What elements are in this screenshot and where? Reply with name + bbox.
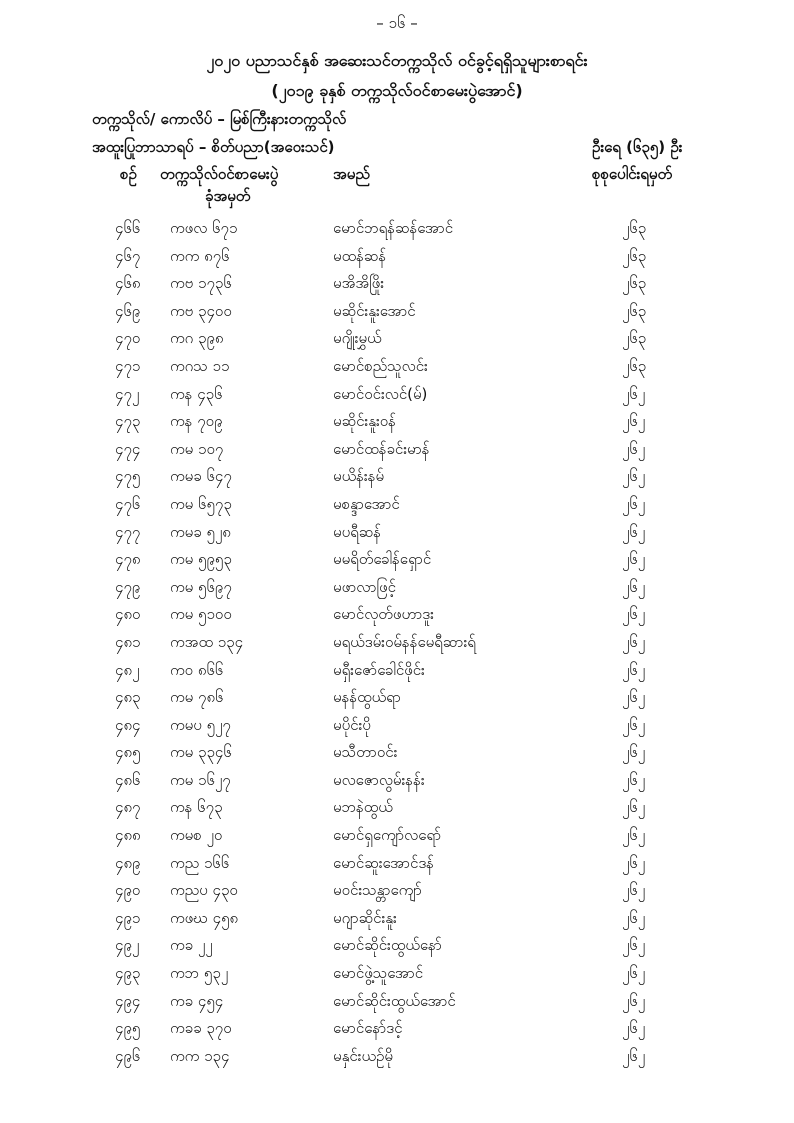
roll-number: ကဖဃ ၄၅၈: [170, 908, 239, 927]
student-name: မလဇောလွမ်းနန်း: [333, 770, 425, 789]
row-number: ၄၉၄: [115, 991, 141, 1010]
roll-number: ကမ ၁၀၇: [170, 439, 224, 458]
roll-number: ကမခ ၅၂၈: [170, 522, 231, 541]
row-number: ၄၈၉: [115, 853, 141, 872]
roll-number: ကဗ ၃၄၀၀: [170, 301, 232, 320]
roll-number: ကန ၆၇၃: [170, 798, 223, 817]
student-name: မောင်ထန်ခင်းမာန်: [333, 439, 430, 458]
total-marks: ၂၆၂: [622, 439, 646, 458]
student-name: မဘနဲထွယ်: [333, 798, 393, 817]
total-marks: ၂၆၂: [622, 660, 646, 679]
table-row: [0, 657, 794, 685]
roll-number: ကမပ ၅၂၇: [170, 715, 231, 734]
student-name: မောင်စည်သူလင်း: [333, 356, 428, 375]
total-marks: ၂၆၂: [622, 577, 646, 596]
student-name: မောင်ရှကျော်လရော်: [333, 826, 442, 845]
roll-number: ကမ ၃၃၄၆: [170, 743, 232, 762]
table-row: [0, 408, 794, 436]
row-number: ၄၇၅: [115, 467, 141, 486]
total-marks: ၂၆၂: [622, 632, 646, 651]
roll-number: ကဗ ၁၇၃၆: [170, 274, 232, 293]
table-row: [0, 1043, 794, 1071]
total-marks: ၂၆၂: [622, 936, 646, 955]
student-name: မအိအိဖြိုး: [333, 274, 385, 293]
total-marks: ၂၆၃: [622, 246, 647, 265]
table-row: [0, 905, 794, 933]
student-name: မဆိုင်းနူးဝန်: [333, 412, 396, 431]
student-list: [0, 215, 794, 1070]
total-marks: ၂၆၂: [622, 743, 646, 762]
student-name: မောင်ဆိုင်းထွယ်နော်: [333, 936, 442, 955]
major-line: အထူးပြုဘာသာရပ် – စိတ်ပညာ(အဝေးသင်): [92, 138, 335, 156]
student-name: မောင်ဘရန်ဆန်အောင်: [333, 219, 454, 237]
document-subtitle: (၂၀၁၉ ခုနှစ် တက္ကသိုလ်ဝင်စာမေးပွဲအောင်): [271, 81, 523, 100]
student-name: မရယ်ဒမ်းဝမ်နန်မေရီဆားရ်: [333, 632, 476, 651]
table-row: [0, 822, 794, 850]
document-title: ၂၀၂၀ ပညာသင်နှစ် အဆေးသင်တက္ကသိုလ် ဝင်ခွင့်ရရှိသူများစာရင်း: [206, 51, 588, 70]
total-marks: ၂၆၂: [622, 715, 646, 734]
table-row: [0, 353, 794, 381]
total-marks: ၂၆၃: [622, 329, 647, 348]
header-roll-sub: ခုံအမှတ်: [205, 187, 251, 205]
total-marks: ၂၆၂: [622, 467, 646, 486]
row-number: ၄၇၂: [115, 384, 140, 403]
roll-number: ကန ၇၀၉: [170, 412, 223, 431]
student-name: မဝင်းသန္တာကျော်: [333, 881, 422, 900]
roll-number: ကခ ၄၅၄: [170, 991, 224, 1010]
student-name: မောင်လုတ်ဖဟာဒူး: [333, 605, 434, 624]
student-name: မရှီးဇော်ခေါင်ဖိုင်း: [333, 660, 425, 679]
roll-number: ကမ ၇၈၆: [170, 688, 224, 707]
table-row: [0, 436, 794, 464]
table-row: [0, 463, 794, 491]
total-marks: ၂၆၃: [622, 219, 647, 237]
table-row: [0, 519, 794, 547]
student-name: မောင်နော်ဒင့်: [333, 1019, 403, 1038]
student-name: မဂျိုးမွှယ်: [333, 329, 382, 348]
roll-number: ကမခ ၆၄၇: [170, 467, 232, 486]
student-name: မနန်ထွယ်ရာ: [333, 688, 401, 707]
table-row: [0, 877, 794, 905]
row-number: ၄၈၅: [115, 743, 141, 762]
table-row: [0, 215, 794, 243]
roll-number: ကန ၄၃၆: [170, 384, 223, 403]
row-number: ၄၇၆: [115, 494, 141, 513]
student-name: မဂျာဆိုင်းနူး: [333, 908, 397, 927]
roll-number: ကဂ ၃၉၈: [170, 329, 224, 348]
total-marks: ၂၆၃: [622, 274, 647, 293]
row-number: ၄၈၆: [115, 770, 141, 789]
roll-number: ကခ ၂၂: [170, 936, 213, 955]
total-marks: ၂၆၂: [622, 991, 646, 1010]
total-marks: ၂၆၂: [622, 908, 646, 927]
header-total-marks: စုစုပေါင်းရမှတ်: [592, 165, 673, 183]
row-number: ၄၇၀: [115, 329, 141, 348]
roll-number: ကမ ၅၁၀၀: [170, 605, 232, 624]
row-number: ၄၉၅: [115, 1019, 141, 1038]
table-row: [0, 546, 794, 574]
total-marks: ၂၆၃: [622, 301, 647, 320]
total-marks: ၂၆၃: [622, 356, 647, 375]
roll-number: ကဝ ၈၆၆: [170, 660, 224, 679]
total-marks: ၂၆၂: [622, 605, 646, 624]
total-marks: ၂၆၂: [622, 1046, 646, 1065]
roll-number: ကဖလ ၆၇၁: [170, 219, 238, 237]
total-marks: ၂၆၂: [622, 826, 646, 845]
roll-number: ကဂသ ၁၁: [170, 356, 230, 375]
total-marks: ၂၆၂: [622, 494, 646, 513]
roll-number: ကမ ၁၆၂၇: [170, 770, 231, 789]
student-name: မယိန်းနမ်: [333, 467, 385, 486]
table-row: [0, 574, 794, 602]
total-marks: ၂၆၂: [622, 798, 646, 817]
table-row: [0, 325, 794, 353]
total-marks: ၂၆၂: [622, 1019, 646, 1038]
student-name: မောင်ဖွဲ့သူအောင်: [333, 964, 424, 983]
student-name: မမရိတ်ခေါန်ရှောင်: [333, 550, 432, 569]
total-marks: ၂၆၂: [622, 550, 646, 569]
table-row: [0, 850, 794, 878]
row-number: ၄၈၇: [115, 798, 141, 817]
total-marks: ၂၆၂: [622, 881, 646, 900]
row-number: ၄၉၆: [115, 1046, 141, 1065]
row-number: ၄၇၉: [115, 577, 141, 596]
total-marks: ၂၆၂: [622, 688, 646, 707]
row-number: ၄၈၁: [115, 632, 141, 651]
roll-number: ကည ၁၆၆: [170, 853, 230, 872]
university-line: တက္ကသိုလ်/ ကောလိပ် – မြစ်ကြီးနားတက္ကသိုလ်: [92, 110, 347, 128]
total-marks: ၂၆၂: [622, 964, 646, 983]
table-row: [0, 381, 794, 409]
row-number: ၄၆၆: [115, 219, 141, 237]
roll-number: ကအထ ၁၃၄: [170, 632, 244, 651]
row-number: ၄၉၃: [115, 964, 141, 983]
table-row: [0, 601, 794, 629]
row-number: ၄၈၄: [115, 715, 141, 734]
row-number: ၄၇၁: [115, 356, 141, 375]
row-number: ၄၈၃: [115, 688, 141, 707]
row-number: ၄၉၀: [115, 881, 141, 900]
row-number: ၄၈၈: [115, 826, 141, 845]
table-row: [0, 794, 794, 822]
student-name: မပရီဆန်: [333, 522, 382, 541]
row-number: ၄၆၉: [115, 301, 141, 320]
row-number: ၄၈၂: [115, 660, 140, 679]
roll-number: ကက ၈၇၆: [170, 246, 230, 265]
student-name: မနှင်းယဉ်မို: [333, 1046, 393, 1065]
page-number: – ၁၆ –: [376, 14, 418, 32]
table-row: [0, 243, 794, 271]
student-name: မဖာလာဖြင့်: [333, 577, 396, 596]
roll-number: ကဘ ၅၃၂: [170, 964, 229, 983]
total-marks: ၂၆၂: [622, 522, 646, 541]
header-name: အမည်: [333, 165, 370, 183]
row-number: ၄၆၇: [115, 246, 141, 265]
student-name: မပိုင်းပို: [333, 715, 371, 734]
roll-number: ကမ ၅၉၅၃: [170, 550, 232, 569]
total-count: ဦးရေ (၆၃၅) ဦး: [592, 138, 683, 156]
student-name: မောင်ဆူးအောင်ဒန်: [333, 853, 434, 872]
table-row: [0, 960, 794, 988]
row-number: ၄၇၈: [115, 550, 141, 569]
row-number: ၄၇၃: [115, 412, 141, 431]
table-row: [0, 1015, 794, 1043]
table-row: [0, 629, 794, 657]
student-name: မဆိုင်းနူးအောင်: [333, 301, 416, 320]
student-name: မသီတာဝင်း: [333, 743, 398, 762]
row-number: ၄၇၄: [115, 439, 141, 458]
total-marks: ၂၆၂: [622, 853, 646, 872]
table-row: [0, 491, 794, 519]
student-name: မောင်ဝင်းလင်(မ်): [333, 384, 428, 403]
total-marks: ၂၆၂: [622, 770, 646, 789]
roll-number: ကခခ ၃၇၀: [170, 1019, 232, 1038]
roll-number: ကညပ ၄၃၀: [170, 881, 238, 900]
total-marks: ၂၆၂: [622, 384, 646, 403]
roll-number: ကမစ ၂၀: [170, 826, 223, 845]
table-row: [0, 298, 794, 326]
row-number: ၄၉၁: [115, 908, 141, 927]
student-name: မစန္ဒာအောင်: [333, 494, 400, 513]
table-row: [0, 988, 794, 1016]
student-name: မောင်ဆိုင်းထွယ်အောင်: [333, 991, 456, 1010]
header-roll: တက္ကသိုလ်ဝင်စာမေးပွဲ: [160, 165, 279, 183]
table-row: [0, 767, 794, 795]
roll-number: ကက ၁၃၄: [170, 1046, 230, 1065]
row-number: ၄၇၇: [115, 522, 141, 541]
row-number: ၄၈၀: [115, 605, 141, 624]
table-row: [0, 270, 794, 298]
row-number: ၄၆၈: [115, 274, 141, 293]
roll-number: ကမ ၅၆၉၇: [170, 577, 232, 596]
roll-number: ကမ ၆၅၇၃: [170, 494, 232, 513]
table-row: [0, 932, 794, 960]
total-marks: ၂၆၂: [622, 412, 646, 431]
row-number: ၄၉၂: [115, 936, 140, 955]
table-row: [0, 739, 794, 767]
table-row: [0, 712, 794, 740]
student-name: မထန်ဆန်: [333, 246, 387, 265]
header-no: စဉ်: [120, 165, 137, 183]
table-row: [0, 684, 794, 712]
